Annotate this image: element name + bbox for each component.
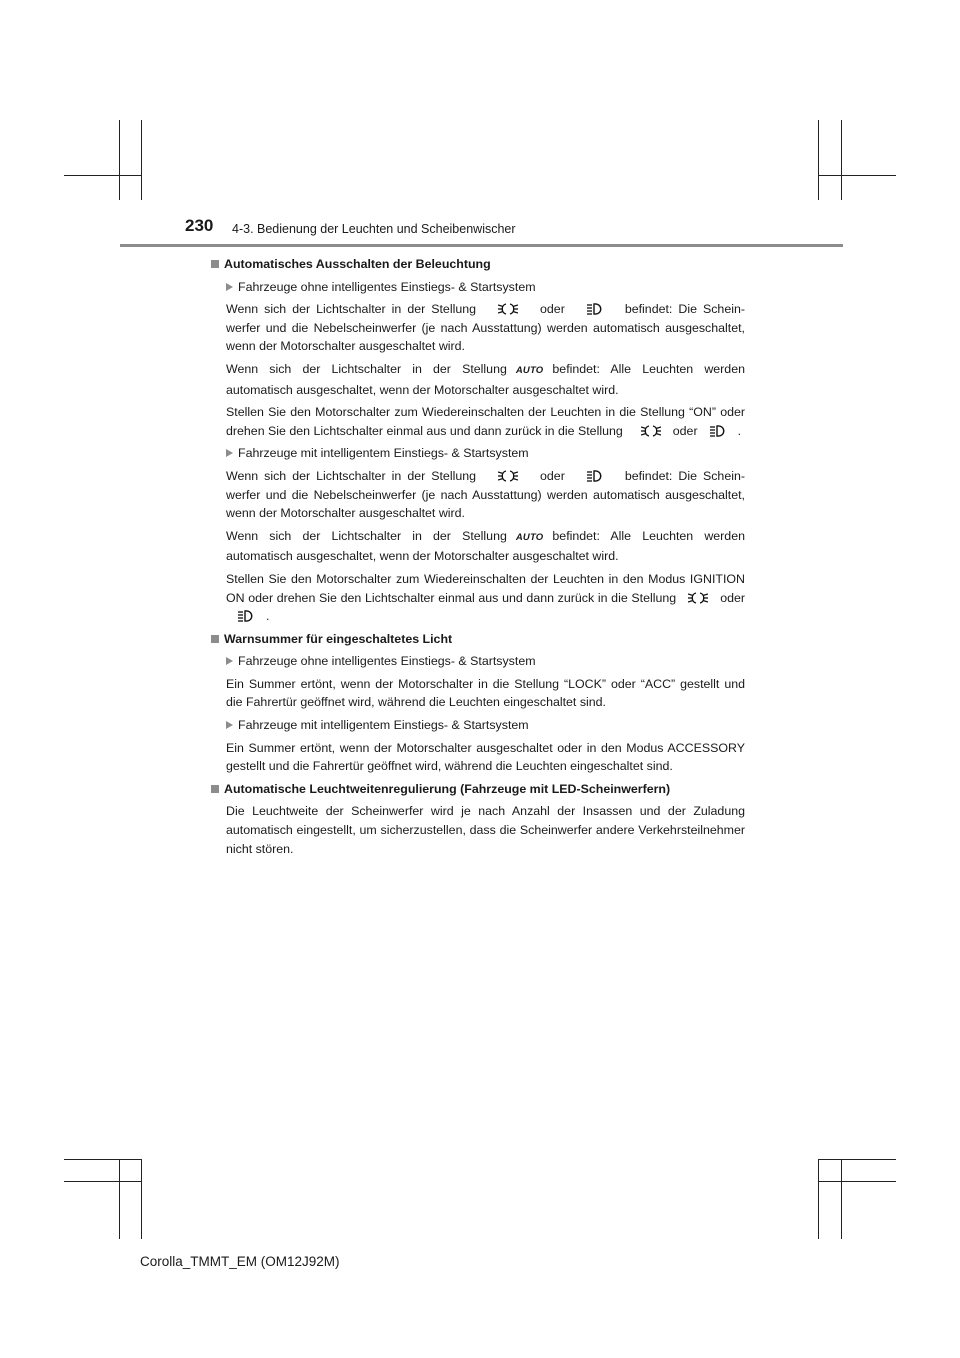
text: Wenn sich der Lichtschalter in der Stellung xyxy=(226,468,477,483)
paragraph xyxy=(226,403,745,440)
header-rule xyxy=(120,244,843,247)
subsection-heading: Fahrzeuge ohne intelligentes Einstiegs- & Startsystem xyxy=(224,278,745,297)
text: Stellen Sie den Motorschalter zum Wiedereinschalten der Leuchten in den Modus IGNITION ON oder drehen Sie den Lichtschalter einmal aus und dann zurück in die Stellung xyxy=(226,571,745,605)
section-heading: Warnsummer für eingeschaltetes Licht xyxy=(211,630,745,649)
auto-icon: AUTO xyxy=(515,531,544,543)
headlight-icon xyxy=(587,302,603,316)
crop-mark xyxy=(64,175,142,176)
paragraph: Ein Summer ertönt, wenn der Motorschalter ausgeschaltet oder in den Modus ACCESSORY gestellt und die Fahrertür geöffnet wird, während die Leuchten eingeschaltet sind. xyxy=(226,740,745,774)
subsection-heading: Fahrzeuge mit intelligentem Einstiegs- & Startsystem xyxy=(224,444,745,463)
crop-mark xyxy=(64,1159,142,1160)
tail-light-icon xyxy=(688,591,708,605)
paragraph xyxy=(226,360,745,399)
crop-mark xyxy=(818,175,896,176)
crop-mark xyxy=(141,120,142,200)
paragraph xyxy=(226,467,745,523)
paragraph xyxy=(226,300,745,356)
crop-mark xyxy=(141,1159,142,1239)
tail-light-icon xyxy=(498,302,518,316)
tail-light-icon xyxy=(641,424,661,438)
paragraph: Die Leuchtweite der Scheinwerfer wird je nach Anzahl der Insassen und der Zuladung automatisch eingestellt, um sicherzustellen, dass die Scheinwerfer andere Verkehrsteilnehmer nicht stören. xyxy=(226,804,745,856)
crop-mark xyxy=(841,1159,842,1239)
auto-icon: AUTO xyxy=(515,364,544,376)
content xyxy=(211,255,745,862)
footer-text: Corolla_TMMT_EM (OM12J92M) xyxy=(140,1254,340,1269)
crop-mark xyxy=(841,120,842,200)
subsection-heading: Fahrzeuge ohne intelligentes Einstiegs- & Startsystem xyxy=(224,652,745,671)
headlight-icon xyxy=(238,609,254,623)
text: Wenn sich der Lichtschalter in der Stellung xyxy=(226,361,507,376)
text: . xyxy=(737,423,742,438)
tail-light-icon xyxy=(498,469,518,483)
crop-mark xyxy=(818,1159,896,1160)
crop-mark xyxy=(119,120,120,200)
section-heading: Automatisches Ausschalten der Beleuchtung xyxy=(211,255,745,274)
paragraph: Ein Summer ertönt, wenn der Motorschalter in die Stellung “LOCK” oder “ACC” gestellt und die Fahrertür geöffnet wird, während die Leuchten eingeschaltet sind. xyxy=(226,676,745,710)
headlight-icon xyxy=(710,424,726,438)
page-number: 230 xyxy=(185,216,214,235)
crop-mark xyxy=(818,120,819,200)
text: oder xyxy=(540,468,565,483)
paragraph xyxy=(226,527,745,566)
headlight-icon xyxy=(587,469,603,483)
crop-mark xyxy=(818,1181,896,1182)
text: . xyxy=(266,609,270,624)
text: Wenn sich der Lichtschalter in der Stellung xyxy=(226,302,477,317)
subsection-heading: Fahrzeuge mit intelligentem Einstiegs- & Startsystem xyxy=(224,716,745,735)
text: oder xyxy=(672,423,698,438)
text: befindet: Die Scheinwerfer und die Nebelscheinwerfer (je nach Ausstattung) werden automatisch ausgeschaltet, wenn der Motorschalter ausgeschaltet wird. xyxy=(226,302,745,354)
section-heading: Automatische Leuchtweitenregulierung (Fahrzeuge mit LED-Scheinwerfern) xyxy=(211,780,745,799)
crop-mark xyxy=(64,1181,142,1182)
crop-mark xyxy=(818,1159,819,1239)
crop-mark xyxy=(119,1159,120,1239)
chapter-title: 4-3. Bedienung der Leuchten und Scheibenwischer xyxy=(232,222,516,236)
paragraph xyxy=(226,570,745,626)
text: Wenn sich der Lichtschalter in der Stellung xyxy=(226,528,507,543)
text: oder xyxy=(720,590,745,605)
text: befindet: Die Scheinwerfer und die Nebelscheinwerfer (je nach Ausstattung) werden automatisch ausgeschaltet, wenn der Motorschalter ausgeschaltet wird. xyxy=(226,468,745,521)
text: befindet: Alle Leuchten werden automatisch ausgeschaltet, wenn der Motorschalter ausgeschaltet wird. xyxy=(226,528,745,564)
text: befindet: Alle Leuchten werden automatisch ausgeschaltet, wenn der Motorschalter ausgeschaltet wird. xyxy=(226,361,745,397)
text: Stellen Sie den Motorschalter zum Wiedereinschalten der Leuchten in die Stellung “ON” oder drehen Sie den Lichtschalter einmal aus und dann zurück in die Stellung xyxy=(226,405,745,438)
text: oder xyxy=(540,302,565,317)
